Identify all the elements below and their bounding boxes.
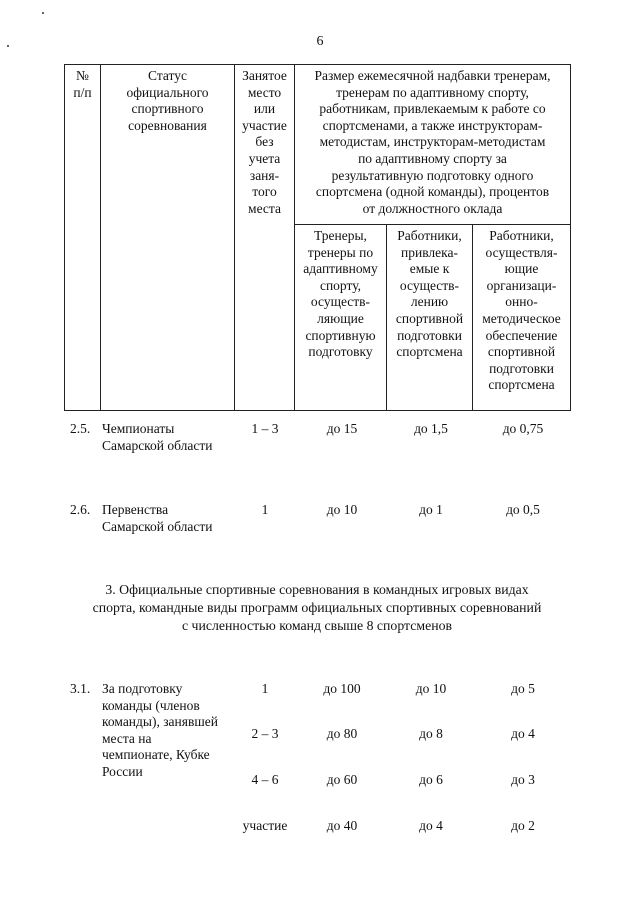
row-value-workers: до 4 (419, 818, 443, 833)
row-status: Чемпионаты Самарской области (102, 421, 213, 453)
row-place: 4 – 6 (251, 772, 279, 787)
table-header (64, 64, 571, 411)
header-methodologists: Работники, осуществля- ющие организаци- онно- методическое обеспечение спортивной подготовки спортсмена (473, 225, 571, 411)
header-status: Статус официального спортивного соревнования (101, 65, 235, 411)
header-number: № п/п (65, 65, 101, 411)
row-number: 2.5. (70, 421, 91, 436)
row-value-methodologists: до 0,75 (502, 421, 544, 436)
row-place: 1 – 3 (251, 421, 279, 436)
row-value-coaches: до 40 (326, 818, 358, 833)
row-number: 2.6. (70, 502, 91, 517)
row-value-workers: до 1,5 (414, 421, 448, 436)
row-value-coaches: до 10 (326, 502, 358, 517)
header-place: Занятое место или участие без учета заня- того места (235, 65, 295, 411)
row-place: участие (242, 818, 288, 833)
scan-speck (42, 12, 44, 14)
row-value-coaches: до 60 (326, 772, 358, 787)
section-3-title: 3. Официальные спортивные соревнования в командных игровых видах спорта, командные виды программ официальных спортивных соревнований с численностью команд свыше 8 спортсменов (92, 582, 542, 633)
row-value-coaches: до 15 (326, 421, 358, 436)
row-value-workers: до 6 (419, 772, 443, 787)
row-value-workers: до 8 (419, 726, 443, 741)
row-place: 1 (261, 502, 269, 517)
row-value-methodologists: до 5 (511, 681, 535, 696)
header-bonus-size: Размер ежемесячной надбавки тренерам, тренерам по адаптивному спорту, работникам, привлекаемым к работе со спортсменами, а также инструкторам- методистам, инструкторам-методистам по адаптивному спорту за результативную подготовку одного спортсмена (одной команды), процентов от должностного оклада (295, 65, 571, 225)
page-number: 6 (316, 34, 324, 49)
row-value-methodologists: до 4 (511, 726, 535, 741)
row-status: Первенства Самарской области (102, 502, 213, 534)
row-value-workers: до 1 (419, 502, 443, 517)
row-value-workers: до 10 (415, 681, 447, 696)
row-status: За подготовку команды (членов команды), занявшей места на чемпионате, Кубке России (102, 681, 218, 779)
header-workers: Работники, привлека- емые к осуществ- лению спортивной подготовки спортсмена (387, 225, 473, 411)
row-place: 1 (261, 681, 269, 696)
row-value-coaches: до 80 (326, 726, 358, 741)
row-value-coaches: до 100 (323, 681, 361, 696)
row-place: 2 – 3 (251, 726, 279, 741)
row-value-methodologists: до 0,5 (506, 502, 540, 517)
row-value-methodologists: до 3 (511, 772, 535, 787)
row-value-methodologists: до 2 (511, 818, 535, 833)
header-coaches: Тренеры, тренеры по адаптивному спорту, осуществ- ляющие спортивную подготовку (295, 225, 387, 411)
row-number: 3.1. (70, 681, 91, 696)
